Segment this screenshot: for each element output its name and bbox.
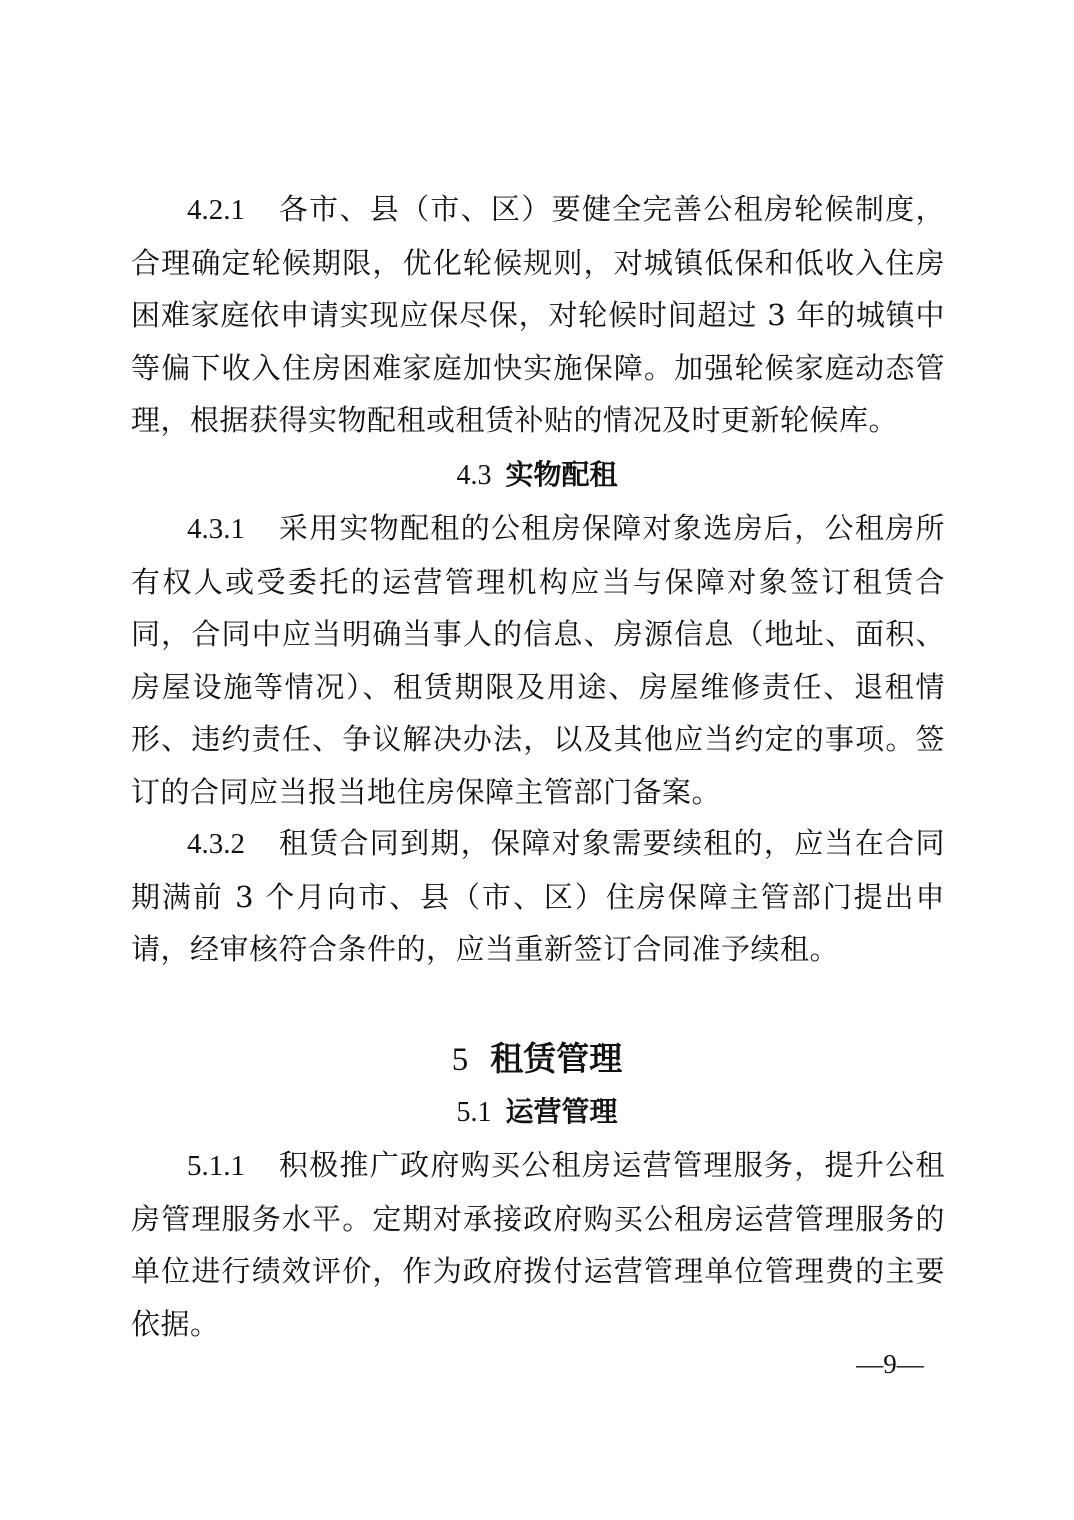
chapter-number: 5	[451, 1042, 469, 1078]
clause-4-2-1	[131, 183, 945, 447]
clause-5-1-1	[131, 1139, 945, 1350]
chapter-title: 租赁管理	[490, 1039, 623, 1078]
section-number: 4.3	[456, 460, 492, 491]
clause-text: 采用实物配租的公租房保障对象选房后，公租房所有权人或受委托的运营管理机构应当与保障对象签订租赁合同，合同中应当明确当事人的信息、房源信息（地址、面积、房屋设施等情况）、租赁期限及用途、房屋维修责任、退租情形、违约责任、争议解决办法，以及其他应当约定的事项。签订的合同应当报当地住房保障主管部门备案。	[131, 511, 945, 809]
clause-number: 4.3.1	[187, 513, 245, 545]
section-heading-5-1	[0, 1092, 1074, 1133]
clause-text: 各市、县（市、区）要健全完善公租房轮候制度，合理确定轮候期限，优化轮候规则，对城镇低保和低收入住房困难家庭依申请实现应保尽保，对轮候时间超过 3 年的城镇中等偏下收入住房困难家庭加快实施保障。加强轮候家庭动态管理，根据获得实物配租或租赁补贴的情况及时更新轮候库。	[131, 192, 945, 437]
section-number: 5.1	[456, 1097, 492, 1128]
clause-text: 租赁合同到期，保障对象需要续租的，应当在合同期满前 3 个月向市、县（市、区）住房保障主管部门提出申请，经审核符合条件的，应当重新签订合同准予续租。	[131, 826, 945, 966]
clause-number: 5.1.1	[187, 1150, 245, 1182]
page-number: —9—	[856, 1349, 924, 1379]
section-title: 实物配租	[505, 458, 618, 491]
clause-4-3-2	[131, 817, 945, 976]
section-heading-4-3	[0, 455, 1074, 496]
clause-text: 积极推广政府购买公租房运营管理服务，提升公租房管理服务水平。定期对承接政府购买公租房运营管理服务的单位进行绩效评价，作为政府拨付运营管理单位管理费的主要依据。	[131, 1148, 945, 1341]
chapter-heading-5	[0, 1036, 1074, 1083]
clause-number: 4.3.2	[187, 828, 245, 860]
clause-4-3-1	[131, 502, 945, 818]
clause-number: 4.2.1	[187, 194, 245, 226]
section-title: 运营管理	[505, 1095, 618, 1128]
